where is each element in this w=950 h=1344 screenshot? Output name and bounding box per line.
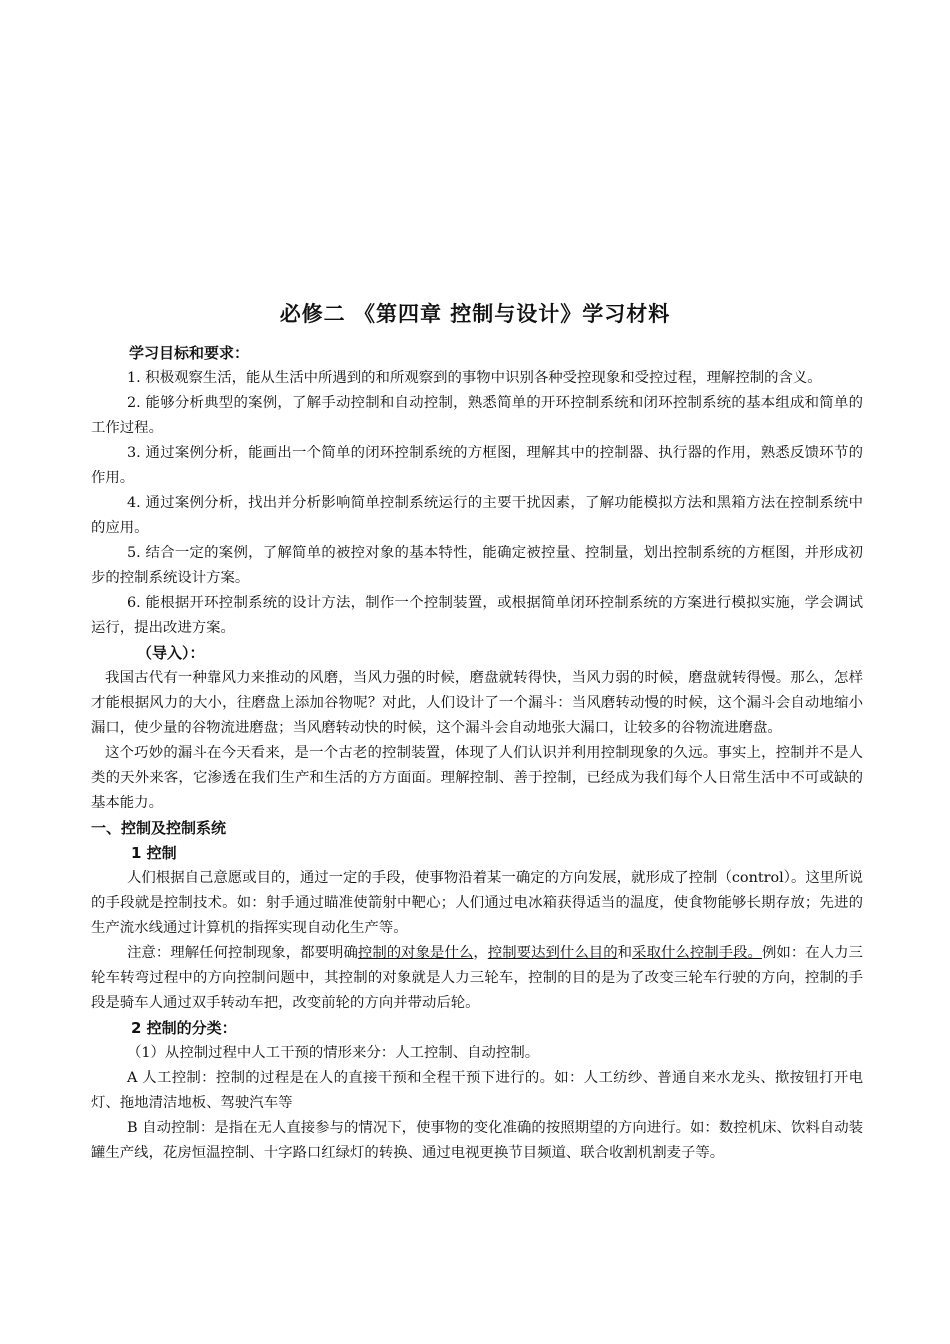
note-sep-2: 和 [617,945,633,961]
goals-heading: 学习目标和要求： [129,344,250,362]
note-lead: 注意：理解任何控制现象，都要明确 [127,945,358,961]
classification-line-1: （1）从控制过程中人工干预的情形来分：人工控制、自动控制。 [127,1045,540,1061]
document-body [91,341,863,1166]
manual-control-item: A 人工控制：控制的过程是在人的直接干预和全程干预下进行的。如：人工纺纱、普通自来水龙头、揿按钮打开电灯、拖地清洁地板、驾驶汽车等 [91,1070,863,1111]
goal-item-3: 3. 通过案例分析，能画出一个简单的闭环控制系统的方框图，理解其中的控制器、执行器的作用，熟悉反馈环节的作用。 [91,445,863,486]
subsection-heading-classification: 2 控制的分类： [131,1019,237,1037]
control-note-paragraph [91,941,863,1016]
document-title: 必修二 《第四章 控制与设计》学习材料 [279,302,671,326]
control-definition-paragraph: 人们根据自己意愿或目的，通过一定的手段，使事物沿着某一确定的方向发展，就形成了控制（control）。这里所说的手段就是控制技术。如：射手通过瞄准使箭射中靶心；人们通过电冰箱获得适当的温度，使食物能够长期存放；先进的生产流水线通过计算机的指挥实现自动化生产等。 [91,870,863,936]
note-underline-object: 控制的对象是什么 [357,945,474,961]
intro-heading: （导入）： [137,644,205,662]
note-sep-1: ， [473,945,488,961]
goal-item-2: 2. 能够分析典型的案例，了解手动控制和自动控制，熟悉简单的开环控制系统和闭环控制系统的基本组成和简单的工作过程。 [91,395,863,436]
goal-item-4: 4. 通过案例分析，找出并分析影响简单控制系统运行的主要干扰因素，了解功能模拟方法和黑箱方法在控制系统中的应用。 [91,495,863,536]
goal-item-1: 1. 积极观察生活，能从生活中所遇到的和所观察到的事物中识别各种受控现象和受控过程，理解控制的含义。 [127,370,822,386]
automatic-control-item: B 自动控制：是指在无人直接参与的情况下，使事物的变化准确的按照期望的方向进行。如：数控机床、饮料自动装罐生产线，花房恒温控制、十字路口红绿灯的转换、通过电视更换节目频道、联合收割机割麦子等。 [91,1120,863,1161]
goal-item-5: 5. 结合一定的案例，了解简单的被控对象的基本特性，能确定被控量、控制量，划出控制系统的方框图，并形成初步的控制系统设计方案。 [91,545,863,586]
note-underline-goal: 控制要达到什么目的 [487,945,618,961]
goal-item-6: 6. 能根据开环控制系统的设计方法，制作一个控制装置，或根据简单闭环控制系统的方案进行模拟实施，学会调试运行，提出改进方案。 [91,595,863,636]
note-underline-means: 采取什么控制手段。 [632,945,762,961]
subsection-heading-control: 1 控制 [131,844,177,862]
note-example: 例如：在人力三轮车转弯过程中的方向控制问题中，其控制的对象就是人力三轮车，控制的目的是为了改变三轮车行驶的方向，控制的手段是骑车人通过双手转动车把，改变前轮的方向并带动后轮。 [91,945,863,1011]
section-heading-control-system: 一、控制及控制系统 [91,819,227,837]
intro-paragraph-2: 这个巧妙的漏斗在今天看来，是一个古老的控制装置，体现了人们认识并利用控制现象的久远。事实上，控制并不是人类的天外来客，它渗透在我们生产和生活的方方面面。理解控制、善于控制，已经成为我们每个人日常生活中不可或缺的基本能力。 [91,745,863,811]
intro-paragraph-1: 我国古代有一种靠风力来推动的风磨，当风力强的时候，磨盘就转得快，当风力弱的时候，磨盘就转得慢。那么，怎样才能根据风力的大小，往磨盘上添加谷物呢？对此，人们设计了一个漏斗：当风磨转动慢的时候，这个漏斗会自动地缩小漏口，使少量的谷物流进磨盘；当风磨转动快的时候，这个漏斗会自动地张大漏口，让较多的谷物流进磨盘。 [91,670,863,736]
